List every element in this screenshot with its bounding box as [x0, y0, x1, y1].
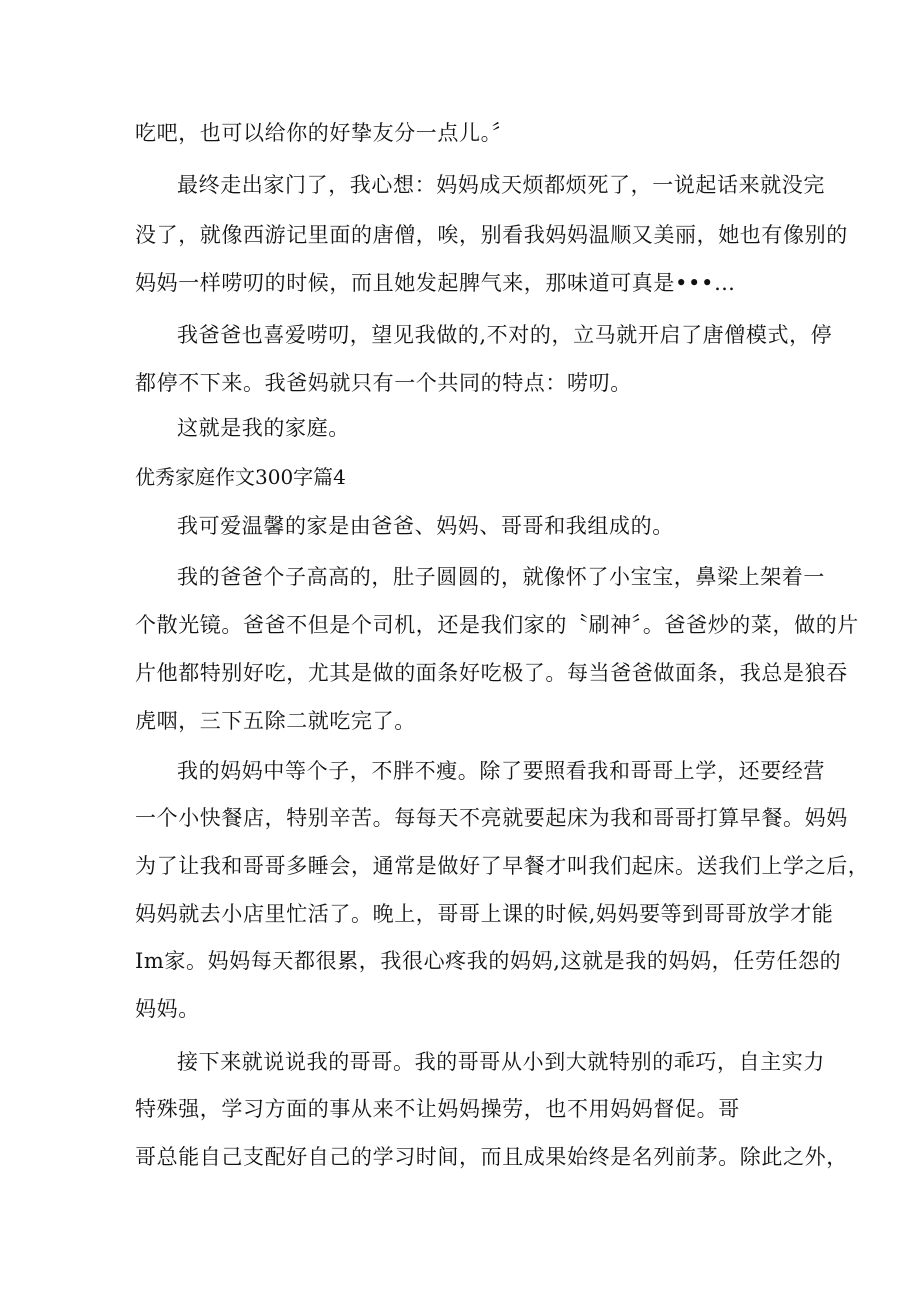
text-line: 特殊强，学习方面的事从来不让妈妈操劳，也不用妈妈督促。哥 — [135, 1097, 740, 1121]
text-line: 妈妈。 — [135, 997, 200, 1021]
text-line: 为了让我和哥哥多睡会，通常是做好了早餐才叫我们起床。送我们上学之后， — [135, 854, 870, 878]
text-line: 妈妈就去小店里忙活了。晚上，哥哥上课的时候,妈妈要等到哥哥放学才能 — [135, 902, 834, 926]
paragraph-start-line: 最终走出家门了，我心想：妈妈成天烦都烦死了，一说起话来就没完 — [177, 173, 825, 197]
paragraph-start-line: 我的妈妈中等个子，不胖不瘦。除了要照看我和哥哥上学，还要经营 — [177, 759, 825, 783]
text-line: 虎咽，三下五除二就吃完了。 — [135, 709, 416, 733]
paragraph-start-line: 我的爸爸个子高高的，肚子圆圆的，就像怀了小宝宝，鼻梁上架着一 — [177, 565, 825, 589]
paragraph-start-line: 我爸爸也喜爱唠叨，望见我做的,不对的，立马就开启了唐僧模式，停 — [177, 323, 833, 347]
paragraph-start-line: 我可爱温馨的家是由爸爸、妈妈、哥哥和我组成的。 — [177, 514, 674, 538]
text-line: Im家。妈妈每天都很累，我很心疼我的妈妈,这就是我的妈妈，任劳任怨的 — [135, 949, 842, 973]
text-line: 片他都特别好吃，尤其是做的面条好吃极了。每当爸爸做面条，我总是狼吞 — [135, 661, 848, 685]
paragraph-start-line: 这就是我的家庭。 — [177, 416, 350, 440]
text-line: 都停不下来。我爸妈就只有一个共同的特点：唠叨。 — [135, 371, 632, 395]
text-line: 妈妈一样唠叨的时候，而且她发起脾气来，那味道可真是•••… — [135, 271, 736, 295]
paragraph-start-line: 接下来就说说我的哥哥。我的哥哥从小到大就特别的乖巧，自主实力 — [177, 1050, 825, 1074]
text-line: 一个小快餐店，特别辛苦。每每天不亮就要起床为我和哥哥打算早餐。妈妈 — [135, 806, 848, 830]
text-line: 吃吧，也可以给你的好挚友分一点儿。〞 — [135, 121, 514, 145]
section-heading: 优秀家庭作文300字篇4 — [135, 465, 346, 489]
text-line: 哥总能自己支配好自己的学习时间，而且成果始终是名列前茅。除此之外， — [135, 1145, 848, 1169]
text-line: 没了，就像西游记里面的唐僧，唉，别看我妈妈温顺又美丽，她也有像别的 — [135, 223, 848, 247]
text-line: 个散光镜。爸爸不但是个司机，还是我们家的〝刷神〞。爸爸炒的菜，做的片 — [135, 613, 859, 637]
